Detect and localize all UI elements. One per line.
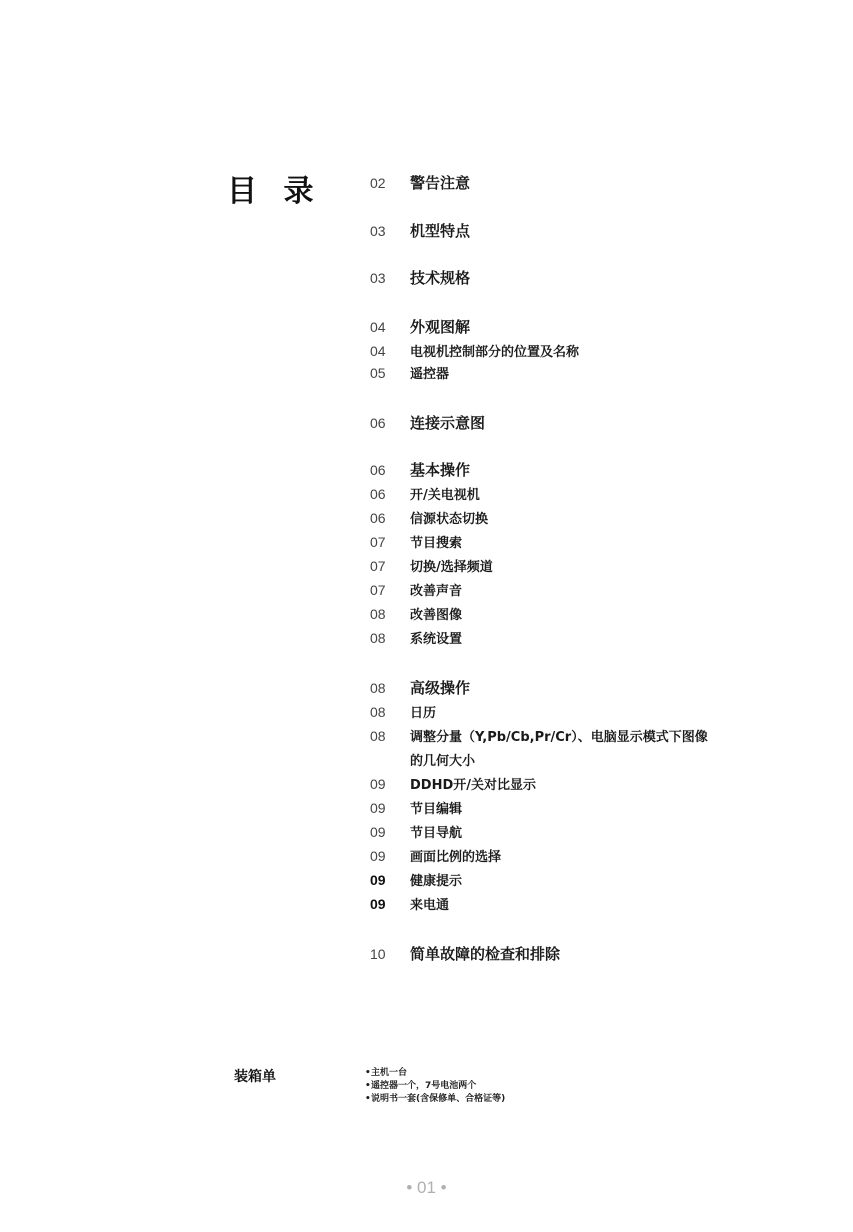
toc-title: 警告注意: [410, 174, 471, 192]
toc-entry[interactable]: [370, 172, 470, 193]
toc-entry[interactable]: [370, 943, 560, 964]
toc-title: 基本操作: [410, 461, 471, 479]
toc-page-number: 08: [370, 704, 386, 720]
toc-page-number: 03: [370, 270, 386, 286]
toc-page-number: 06: [370, 415, 386, 431]
list-item-text: 说明书一套(含保修单、合格证等): [371, 1094, 506, 1104]
toc-page-number: 07: [370, 582, 386, 598]
toc-entry[interactable]: [370, 341, 579, 360]
toc-entry[interactable]: [370, 870, 462, 889]
toc-title: 简单故障的检查和排除: [410, 945, 561, 963]
toc-title: 调整分量（Y,Pb/Cb,Pr/Cr）、电脑显示模式下图像: [410, 730, 708, 745]
toc-title: 信源状态切换: [410, 512, 489, 527]
toc-entry[interactable]: [370, 267, 470, 288]
toc-title: 开/关电视机: [410, 488, 480, 503]
list-item: [365, 1067, 505, 1080]
toc-title: 连接示意图: [410, 414, 486, 432]
toc-entry[interactable]: [370, 894, 449, 913]
toc-title: DDHD开/关对比显示: [410, 778, 537, 793]
toc-title: 外观图解: [410, 318, 471, 336]
toc-page-number: 07: [370, 558, 386, 574]
packing-list-heading: 装箱单: [234, 1069, 276, 1085]
toc-page-number: 08: [370, 680, 386, 696]
toc-entry[interactable]: [370, 604, 462, 623]
toc-entry[interactable]: [370, 702, 436, 721]
toc-title: 改善图像: [410, 608, 463, 623]
list-item: [365, 1093, 505, 1106]
toc-page-number: 10: [370, 946, 386, 962]
toc-title-continuation: 的几何大小: [410, 754, 476, 769]
toc-entry[interactable]: [370, 798, 462, 817]
toc-page-number: 06: [370, 510, 386, 526]
toc-title: 日历: [410, 706, 437, 721]
toc-title: 系统设置: [410, 632, 463, 647]
bullet-icon: •: [365, 1068, 371, 1078]
toc-title: 节目编辑: [410, 802, 463, 817]
packing-list: [365, 1067, 505, 1106]
toc-title: 技术规格: [410, 269, 471, 287]
toc-entry[interactable]: [370, 532, 462, 551]
toc-entry[interactable]: [370, 774, 536, 793]
toc-entry[interactable]: [370, 628, 462, 647]
page-number: • 01 •: [406, 1178, 447, 1197]
toc-title: 遥控器: [410, 367, 450, 382]
toc-title: 改善声音: [410, 584, 463, 599]
toc-title: 节目搜索: [410, 536, 463, 551]
toc-page-number: 09: [370, 824, 386, 840]
toc-entry[interactable]: [370, 846, 501, 865]
bullet-icon: •: [365, 1081, 371, 1091]
toc-entry[interactable]: [370, 459, 470, 480]
bullet-icon: •: [365, 1094, 371, 1104]
toc-title: 来电通: [410, 898, 450, 913]
toc-entry[interactable]: [370, 726, 708, 745]
toc-entry[interactable]: [370, 220, 470, 241]
list-item: [365, 1080, 505, 1093]
toc-entry[interactable]: [370, 412, 485, 433]
toc-page-number: 09: [370, 800, 386, 816]
toc-entry[interactable]: [370, 677, 470, 698]
toc-title: 高级操作: [410, 679, 471, 697]
toc-page-number: 09: [370, 872, 386, 888]
toc-title: 电视机控制部分的位置及名称: [410, 345, 580, 360]
toc-page-number: 08: [370, 630, 386, 646]
toc-title: 健康提示: [410, 874, 463, 889]
toc-page-number: 06: [370, 462, 386, 478]
toc-page-number: 07: [370, 534, 386, 550]
toc-entry[interactable]: [370, 484, 480, 503]
toc-page-number: 05: [370, 365, 386, 381]
list-item-text: 遥控器一个，7号电池两个: [371, 1081, 477, 1091]
toc-heading: 目 录: [227, 174, 322, 209]
toc-entry[interactable]: [370, 822, 462, 841]
toc-page-number: 06: [370, 486, 386, 502]
toc-entry[interactable]: [370, 508, 488, 527]
toc-page-number: 04: [370, 343, 386, 359]
toc-page-number: 08: [370, 728, 386, 744]
toc-title: 节目导航: [410, 826, 463, 841]
list-item-text: 主机一台: [371, 1068, 408, 1078]
toc-title: 切换/选择频道: [410, 560, 493, 575]
toc-title: 机型特点: [410, 222, 471, 240]
toc-page-number: 04: [370, 319, 386, 335]
toc-page-number: 09: [370, 776, 386, 792]
toc-page-number: 02: [370, 175, 386, 191]
toc-page-number: 08: [370, 606, 386, 622]
toc-entry[interactable]: [370, 316, 470, 337]
toc-entry[interactable]: [370, 556, 493, 575]
toc-title: 画面比例的选择: [410, 850, 502, 865]
toc-page-number: 09: [370, 848, 386, 864]
toc-page-number: 09: [370, 896, 386, 912]
toc-page-number: 03: [370, 223, 386, 239]
toc-entry[interactable]: [370, 580, 462, 599]
toc-entry[interactable]: [370, 363, 449, 382]
